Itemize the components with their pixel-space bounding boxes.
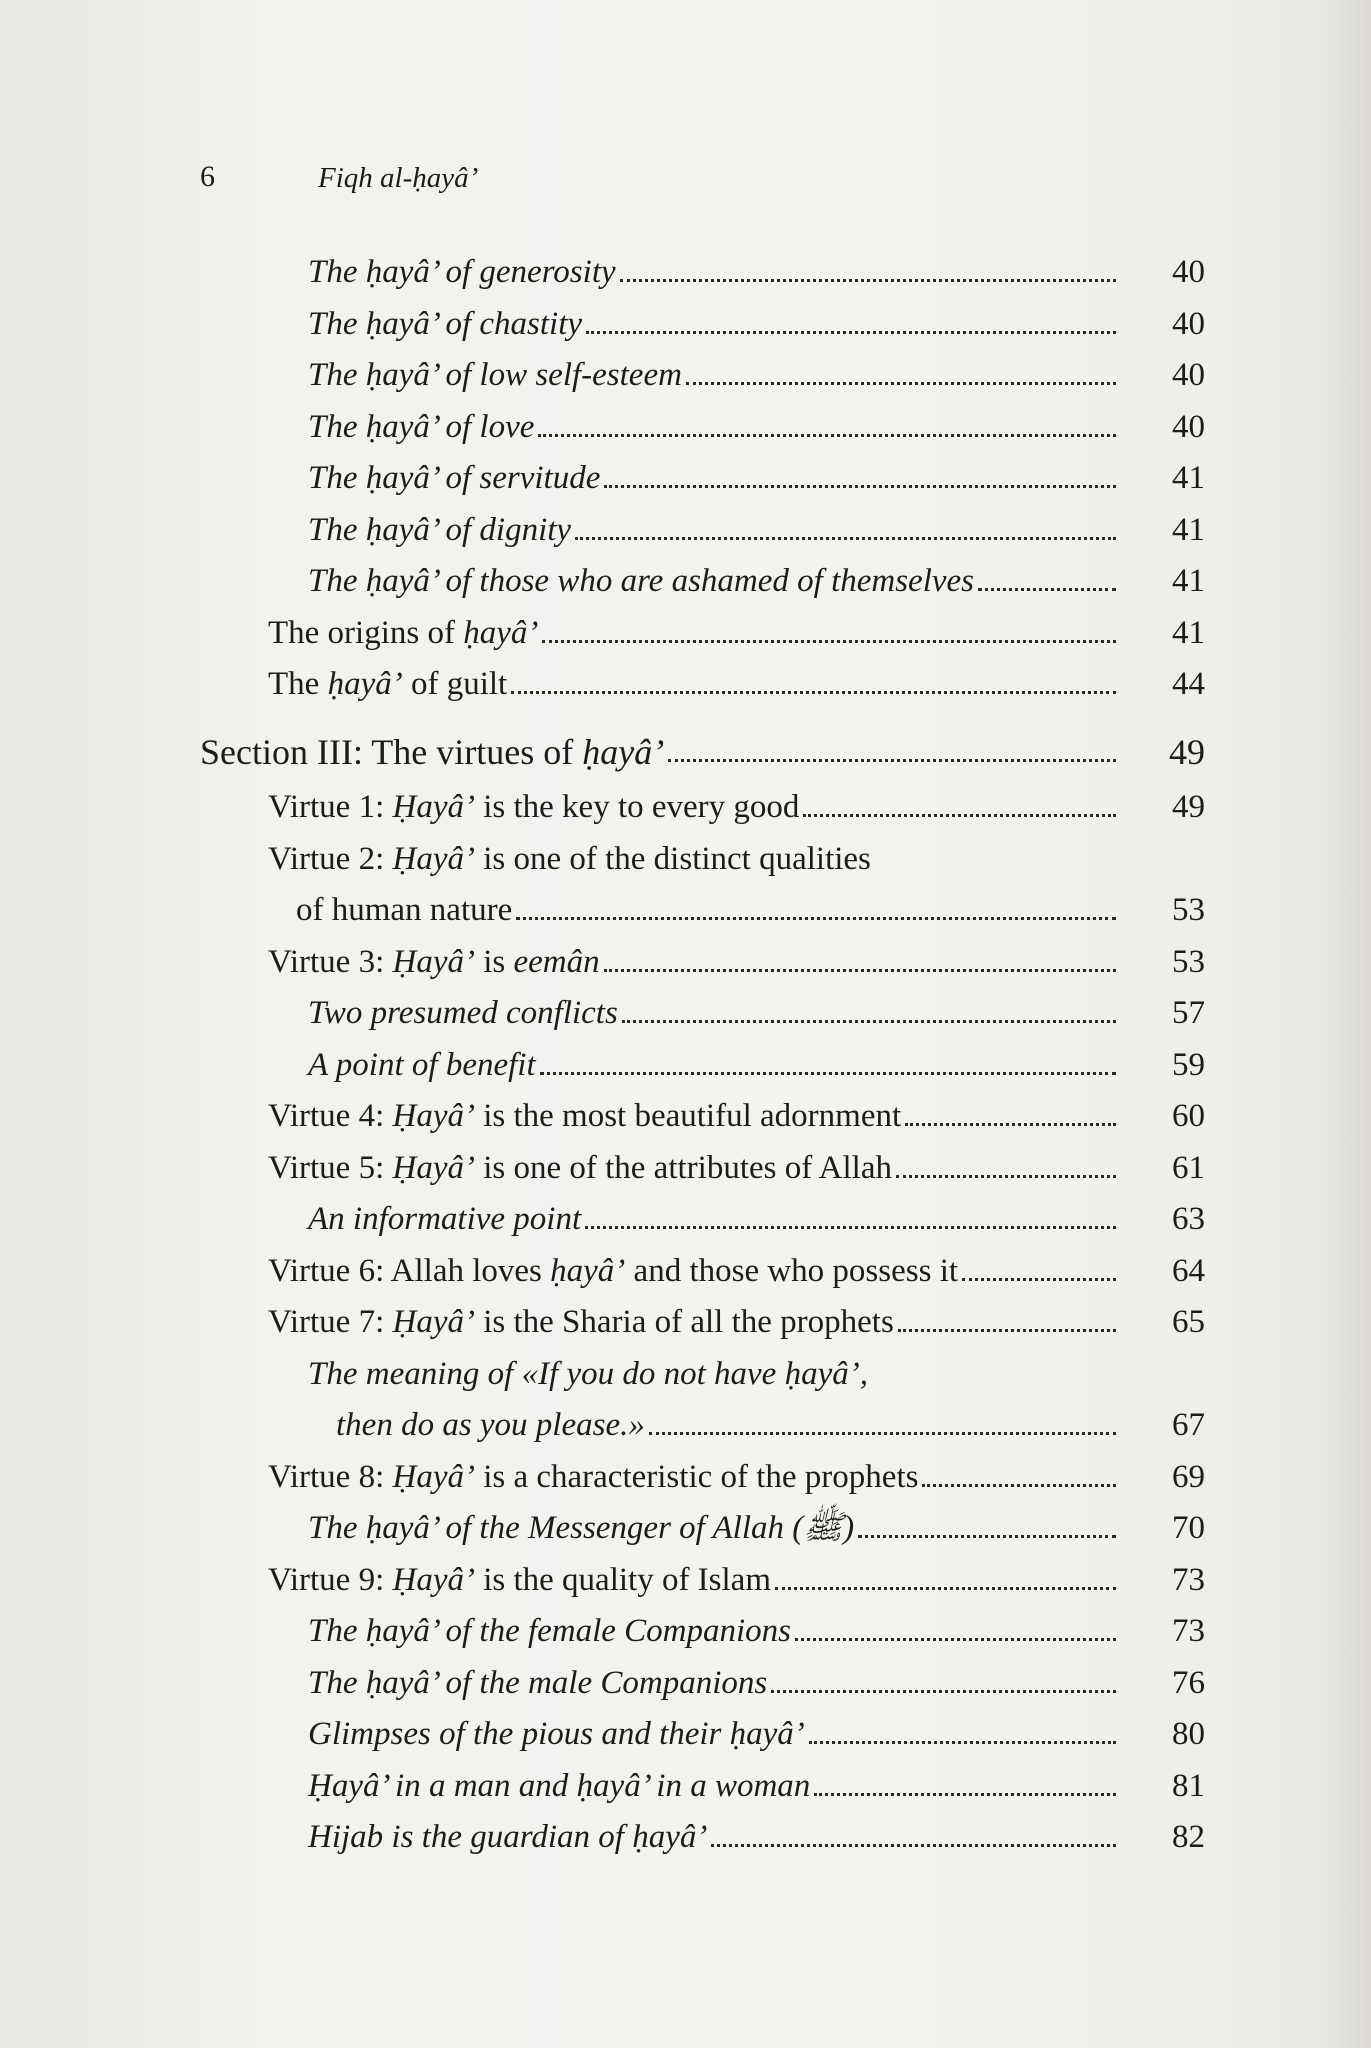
toc-title-segment: Ḥayâ’ (392, 1458, 475, 1495)
toc-page-number: 57 (1172, 995, 1205, 1031)
toc-entry-title (308, 1506, 854, 1550)
toc-entry-title (308, 1197, 581, 1241)
toc-entry-title (268, 940, 600, 984)
toc-title-segment: Virtue 7: (268, 1304, 393, 1340)
running-title: Fiqh al-ḥayâ’ (318, 162, 479, 194)
toc-page-number: 59 (1172, 1046, 1205, 1083)
toc-title-segment: Virtue 9: (268, 1561, 393, 1598)
page-number: 6 (200, 160, 215, 193)
toc-title-segment: The ḥayâ’ of chastity (308, 305, 583, 342)
toc-title-segment: ḥayâ’ (582, 731, 665, 772)
dot-leader (516, 917, 1116, 920)
toc-title-segment: The ḥayâ’ of love (308, 408, 535, 445)
dot-leader (775, 1587, 1116, 1590)
toc-title-segment: is one of the distinct qualities (474, 840, 871, 877)
dot-leader (604, 485, 1116, 488)
toc-title-segment: Virtue 2: (268, 840, 393, 877)
page-header (200, 160, 700, 200)
toc-page-number: 41 (1172, 460, 1205, 496)
toc-title-segment: The ḥayâ’ of the female Companions (308, 1613, 792, 1649)
dot-leader (604, 969, 1116, 972)
toc-title-segment: eemân (513, 943, 600, 980)
toc-page-number: 40 (1172, 408, 1205, 445)
toc-page-number: 67 (1172, 1407, 1205, 1443)
toc-title-segment: Virtue 6: Allah loves (268, 1252, 551, 1289)
toc-page-number: 65 (1172, 1304, 1205, 1340)
toc-page-number: 82 (1172, 1819, 1205, 1855)
toc-entry-title (200, 730, 664, 774)
toc-title-segment: is one of the attributes of Allah (474, 1149, 892, 1186)
toc-page-number: 40 (1172, 254, 1205, 290)
toc-entry-title (308, 1815, 707, 1859)
toc-title-segment: Ḥayâ’ (392, 1561, 475, 1598)
dot-leader (962, 1278, 1116, 1281)
toc-title-segment: The ḥayâ’ of dignity (308, 511, 572, 548)
toc-entry-title (308, 250, 616, 294)
toc-page-number: 69 (1172, 1458, 1205, 1495)
toc-page-number: 61 (1172, 1149, 1205, 1186)
toc-title-segment: Ḥayâ’ (392, 1098, 475, 1134)
toc-page-number: 73 (1172, 1613, 1205, 1649)
toc-title-segment: Virtue 1: (268, 789, 393, 825)
toc-entry-title (308, 405, 534, 449)
toc-title-segment: Two presumed conflicts (308, 995, 618, 1031)
toc-entry-title (308, 302, 582, 346)
dot-leader (575, 537, 1116, 540)
dot-leader (586, 331, 1116, 334)
toc-page-number: 64 (1172, 1252, 1205, 1289)
toc-entry-title (268, 1249, 958, 1293)
toc-title-segment: The origins of (268, 614, 464, 651)
toc-title-segment: is the Sharia of all the prophets (474, 1304, 894, 1340)
toc-title-segment: ḥayâ’ (550, 1252, 626, 1289)
dot-leader (905, 1123, 1116, 1126)
toc-entry-title (308, 1352, 868, 1396)
dot-leader (686, 382, 1116, 385)
toc-title-segment: The ḥayâ’ of generosity (308, 254, 616, 290)
toc-entry-continuation: then do as you please.» (336, 1407, 645, 1443)
toc-entry-title (268, 1146, 892, 1190)
dot-leader (922, 1484, 1116, 1487)
toc-title-segment: The ḥayâ’ of those who are ashamed of themselves (308, 563, 975, 599)
toc-page-number: 44 (1172, 666, 1205, 702)
toc-title-segment: ḥayâ’ (463, 614, 539, 651)
toc-title-segment: is a characteristic of the prophets (474, 1458, 919, 1495)
toc-title-segment: ḥayâ’ (327, 666, 403, 702)
dot-leader (898, 1329, 1116, 1332)
toc-page-number: 41 (1172, 563, 1205, 599)
dot-leader (711, 1844, 1116, 1847)
toc-page-number: 41 (1172, 511, 1205, 548)
dot-leader (649, 1432, 1116, 1435)
toc-entry-title (268, 1094, 901, 1138)
toc-entry-title (268, 1558, 771, 1602)
toc-title-segment: The ḥayâ’ of low self-esteem (308, 357, 682, 393)
toc-title-segment: An informative point (308, 1201, 582, 1237)
dot-leader (814, 1793, 1116, 1796)
toc-page-number: 80 (1172, 1716, 1205, 1752)
dot-leader (668, 759, 1116, 762)
toc-entry-title (308, 508, 571, 552)
dot-leader (538, 434, 1116, 437)
toc-entry-title (308, 1661, 767, 1705)
toc-page-number: 73 (1172, 1561, 1205, 1598)
toc-page-number: 70 (1172, 1510, 1205, 1546)
toc-title-segment: Virtue 3: (268, 943, 393, 980)
toc-entry-title (308, 1043, 536, 1087)
toc-entry-title (268, 1455, 918, 1499)
toc-title-segment: Ḥayâ’ (392, 1149, 475, 1186)
toc-title-segment: Ḥayâ’ (392, 1304, 475, 1340)
toc-entry-title (308, 1764, 810, 1808)
dot-leader (803, 814, 1116, 817)
toc-title-segment: Virtue 8: (268, 1458, 393, 1495)
toc-title-segment: Section III: The virtues of (200, 731, 583, 772)
dot-leader (540, 1072, 1116, 1075)
toc-title-segment: Glimpses of the pious and their ḥayâ’ (308, 1716, 805, 1752)
toc-title-segment: Virtue 5: (268, 1149, 393, 1186)
toc-page-number: 63 (1172, 1201, 1205, 1237)
toc-page-number: 53 (1172, 943, 1205, 980)
toc-title-segment: Hijab is the guardian of ḥayâ’ (308, 1819, 708, 1855)
toc-entry-title (308, 559, 974, 603)
toc-entry-title (308, 1712, 805, 1756)
dot-leader (809, 1741, 1116, 1744)
toc-page-number: 53 (1172, 892, 1205, 928)
dot-leader (896, 1175, 1116, 1178)
toc-page-number: 81 (1172, 1767, 1205, 1804)
toc-title-segment: Virtue 4: (268, 1098, 393, 1134)
dot-leader (795, 1638, 1116, 1641)
toc-title-segment: and those who possess it (625, 1252, 959, 1289)
dot-leader (622, 1020, 1116, 1023)
toc-title-segment: is the quality of Islam (474, 1561, 772, 1598)
toc-page-number: 40 (1172, 305, 1205, 342)
toc-entry-title (268, 837, 871, 881)
toc-title-segment: of guilt (402, 666, 508, 702)
toc-entry-title (308, 1609, 791, 1653)
dot-leader (585, 1226, 1116, 1229)
toc-title-segment: A point of benefit (308, 1046, 536, 1083)
toc-title-segment: The ḥayâ’ of the male Companions (308, 1664, 768, 1701)
toc-entry-title (268, 785, 799, 829)
dot-leader (771, 1690, 1116, 1693)
toc-title-segment: is the most beautiful adornment (474, 1098, 902, 1134)
toc-title-segment: The ḥayâ’ of the Messenger of Allah (ﷺ) (308, 1510, 855, 1546)
toc-page-number: 76 (1172, 1664, 1205, 1701)
dot-leader (978, 588, 1116, 591)
toc-title-segment: is the key to every good (474, 789, 800, 825)
toc-title-segment: The meaning of «If you do not have ḥayâ’, (308, 1355, 868, 1392)
toc-page-number: 41 (1172, 614, 1205, 651)
dot-leader (858, 1535, 1116, 1538)
dot-leader (511, 691, 1116, 694)
toc-title-segment: The ḥayâ’ of servitude (308, 460, 601, 496)
dot-leader (620, 279, 1116, 282)
toc-entry-title (308, 991, 618, 1035)
toc-title-segment: is (474, 943, 514, 980)
dot-leader (542, 640, 1116, 643)
toc-entry-title (268, 1300, 894, 1344)
toc-entry-continuation: of human nature (296, 892, 513, 928)
toc-entry-title (268, 662, 507, 706)
toc-entry-title (268, 611, 538, 655)
toc-title-segment: Ḥayâ’ (392, 943, 475, 980)
toc-title-segment: Ḥayâ’ (392, 789, 475, 825)
toc-page-number: 49 (1169, 731, 1205, 772)
toc-page-number: 60 (1172, 1098, 1205, 1134)
toc-page-number: 40 (1172, 357, 1205, 393)
toc-title-segment: Ḥayâ’ (392, 840, 475, 877)
toc-entry-title (308, 456, 600, 500)
toc-title-segment: The (268, 666, 328, 702)
toc-page-number: 49 (1172, 789, 1205, 825)
toc-entry-title (308, 353, 682, 397)
toc-title-segment: Ḥayâ’ in a man and ḥayâ’ in a woman (308, 1767, 811, 1804)
